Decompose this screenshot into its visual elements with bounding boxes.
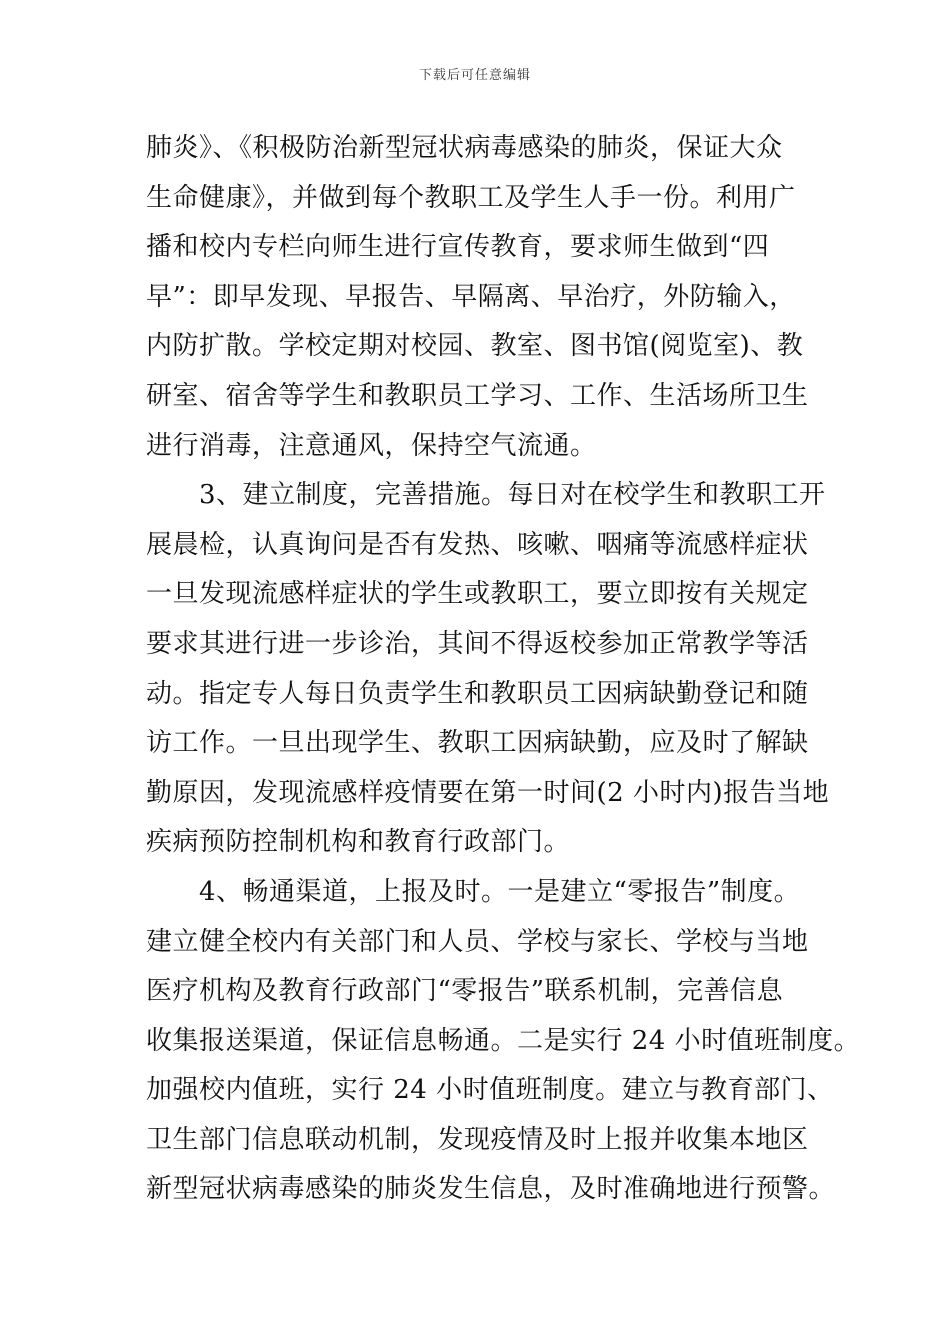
text-line: 一旦发现流感样症状的学生或教职工，要立即按有关规定 (146, 579, 809, 610)
text-line: 4、畅通渠道，上报及时。一是建立“零报告”制度。 (146, 876, 801, 907)
text-line: 内防扩散。学校定期对校园、教室、图书馆(阅览室)、教 (146, 331, 804, 362)
text-line: 要求其进行进一步诊治，其间不得返校参加正常教学等活 (146, 628, 809, 659)
text-line: 播和校内专栏向师生进行宣传教育，要求师生做到“四 (146, 232, 770, 263)
text-line: 研室、宿舍等学生和教职员工学习、工作、生活场所卫生 (146, 380, 809, 411)
text-line: 3、建立制度，完善措施。每日对在校学生和教职工开 (146, 480, 826, 511)
text-line: 医疗机构及教育行政部门“零报告”联系机制，完善信息 (146, 976, 784, 1007)
text-line: 疾病预防控制机构和教育行政部门。 (146, 827, 571, 858)
text-line: 新型冠状病毒感染的肺炎发生信息，及时准确地进行预警。 (146, 1174, 836, 1205)
text-line: 建立健全校内有关部门和人员、学校与家长、学校与当地 (146, 926, 809, 957)
text-line: 展晨检，认真询问是否有发热、咳嗽、咽痛等流感样症状 (146, 529, 809, 560)
page-header: 下载后可任意编辑 (418, 68, 531, 83)
text-line: 访工作。一旦出现学生、教职工因病缺勤，应及时了解缺 (146, 728, 809, 759)
text-line: 生命健康》，并做到每个教职工及学生人手一份。利用广 (146, 182, 796, 213)
text-line: 肺炎》、《积极防治新型冠状病毒感染的肺炎，保证大众 (146, 133, 783, 163)
text-line: 收集报送渠道，保证信息畅通。二是实行 24 小时值班制度。 (146, 1025, 861, 1056)
document-body (146, 124, 861, 1215)
text-line: 卫生部门信息联动机制，发现疫情及时上报并收集本地区 (146, 1124, 809, 1155)
text-line: 动。指定专人每日负责学生和教职员工因病缺勤登记和随 (146, 678, 809, 709)
text-line: 早”：即早发现、早报告、早隔离、早治疗，外防输入， (146, 281, 796, 312)
text-line: 进行消毒，注意通风，保持空气流通。 (146, 430, 597, 461)
text-line: 勤原因，发现流感样疫情要在第一时间(2 小时内)报告当地 (146, 777, 830, 808)
text-line: 加强校内值班，实行 24 小时值班制度。建立与教育部门、 (146, 1075, 834, 1106)
